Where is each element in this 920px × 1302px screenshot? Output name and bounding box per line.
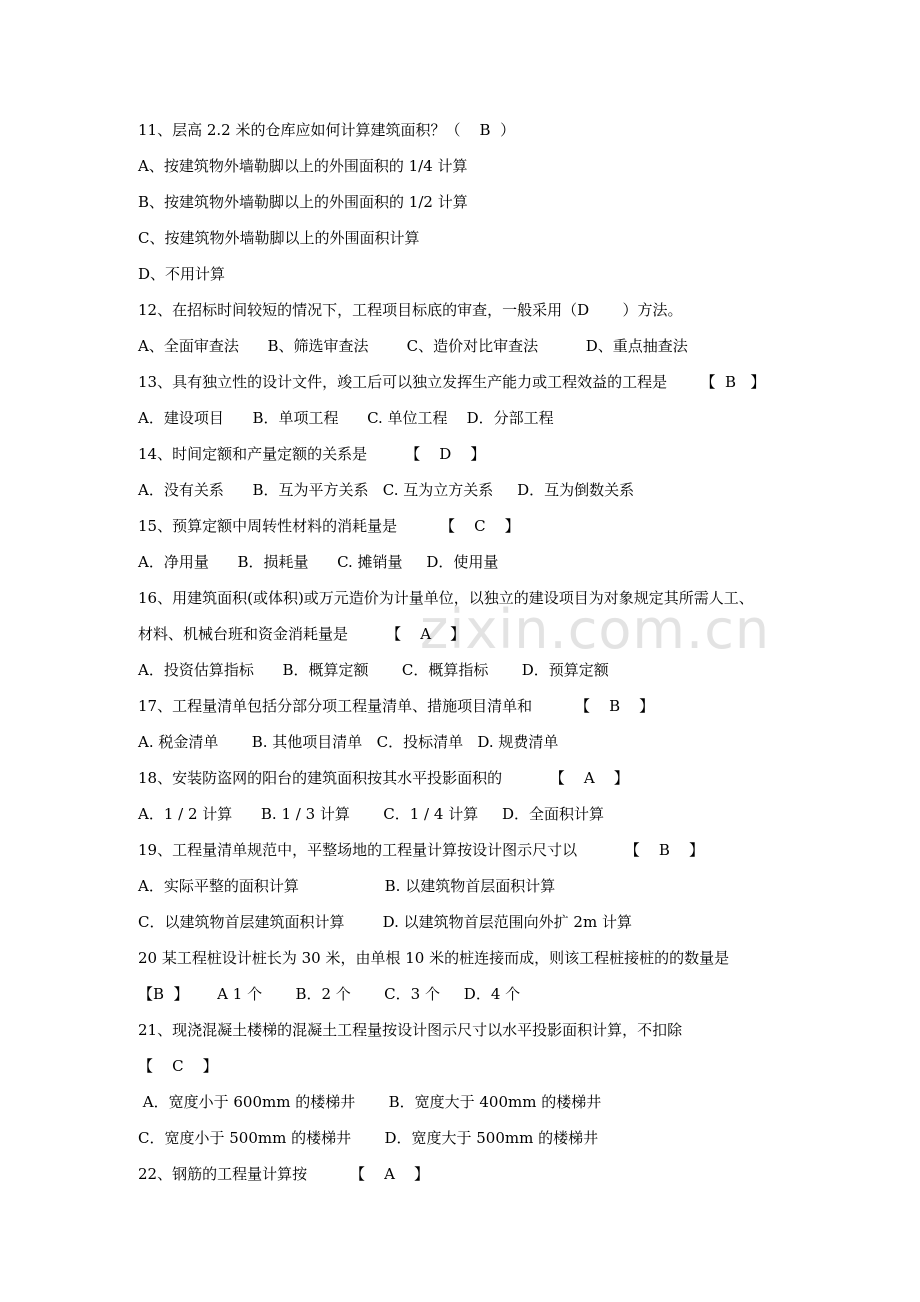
question-12: 12、在招标时间较短的情况下，工程项目标底的审查，一般采用（D ）方法。 — [138, 301, 683, 319]
watermark: zixin.com.cn — [420, 598, 771, 661]
question-15: 15、预算定额中周转性材料的消耗量是 【 C 】 — [138, 517, 520, 535]
options-15: A．净用量 B．损耗量 C. 摊销量 D．使用量 — [138, 553, 499, 571]
question-16-line-2: 材料、机械台班和资金消耗量是 【 A 】 — [138, 625, 466, 643]
options-12: A、全面审查法 B、筛选审查法 C、造价对比审查法 D、重点抽查法 — [138, 337, 688, 355]
options-16: A．投资估算指标 B．概算定额 C．概算指标 D．预算定额 — [138, 661, 609, 679]
question-18: 18、安装防盗网的阳台的建筑面积按其水平投影面积的 【 A 】 — [138, 769, 629, 787]
question-13: 13、具有独立性的设计文件，竣工后可以独立发挥生产能力或工程效益的工程是 【 B 】 — [138, 373, 766, 391]
question-17: 17、工程量清单包括分部分项工程量清单、措施项目清单和 【 B 】 — [138, 697, 655, 715]
option-11-a: A、按建筑物外墙勒脚以上的外围面积的 1/4 计算 — [138, 157, 468, 175]
question-14: 14、时间定额和产量定额的关系是 【 D 】 — [138, 445, 486, 463]
question-list — [138, 115, 798, 1195]
options-21-cd: C．宽度小于 500mm 的楼梯井 D．宽度大于 500mm 的楼梯井 — [138, 1129, 599, 1147]
question-20: 20 某工程桩设计桩长为 30 米，由单根 10 米的桩连接而成，则该工程桩接桩的的数量是 — [138, 949, 730, 967]
question-11: 11、层高 2.2 米的仓库应如何计算建筑面积？（ B ） — [138, 121, 516, 139]
question-19: 19、工程量清单规范中，平整场地的工程量计算按设计图示尺寸以 【 B 】 — [138, 841, 704, 859]
option-11-b: B、按建筑物外墙勒脚以上的外围面积的 1/2 计算 — [138, 193, 468, 211]
question-16-line-1: 16、用建筑面积(或体积)或万元造价为计量单位，以独立的建设项目为对象规定其所需人工、 — [138, 589, 754, 607]
options-14: A．没有关系 B．互为平方关系 C. 互为立方关系 D．互为倒数关系 — [138, 481, 635, 499]
options-17: A. 税金清单 B. 其他项目清单 C．投标清单 D. 规费清单 — [138, 733, 559, 751]
options-19-ab: A．实际平整的面积计算 B. 以建筑物首层面积计算 — [138, 877, 556, 895]
question-21: 21、现浇混凝土楼梯的混凝土工程量按设计图示尺寸以水平投影面积计算，不扣除 — [138, 1021, 683, 1039]
options-18: A．1 / 2 计算 B. 1 / 3 计算 C．1 / 4 计算 D．全面积计算 — [138, 805, 605, 823]
option-11-c: C、按建筑物外墙勒脚以上的外围面积计算 — [138, 229, 420, 247]
question-22: 22、钢筋的工程量计算按 【 A 】 — [138, 1165, 429, 1183]
option-11-d: D、不用计算 — [138, 265, 226, 283]
options-21-ab: A．宽度小于 600mm 的楼梯井 B．宽度大于 400mm 的楼梯井 — [138, 1093, 602, 1111]
options-20: 【B 】 A 1 个 B．2 个 C．3 个 D．4 个 — [138, 985, 521, 1003]
answer-21: 【 C 】 — [138, 1057, 218, 1075]
options-19-cd: C．以建筑物首层建筑面积计算 D. 以建筑物首层范围向外扩 2m 计算 — [138, 913, 632, 931]
options-13: A．建设项目 B．单项工程 C. 单位工程 D．分部工程 — [138, 409, 554, 427]
